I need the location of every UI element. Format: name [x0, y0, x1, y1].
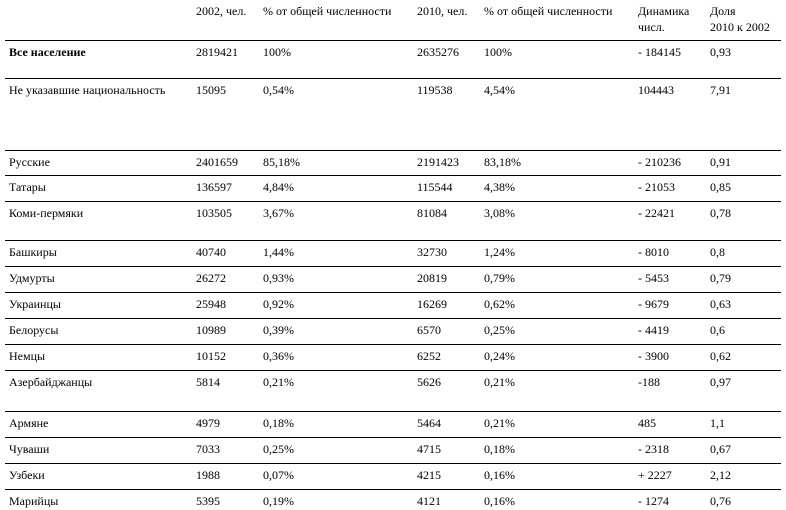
- population-2002: 2401659: [196, 155, 238, 169]
- ethnicity-name: Белорусы: [9, 323, 59, 337]
- ethnicity-name: Татары: [9, 180, 46, 194]
- share-2002: 0,25%: [263, 442, 294, 456]
- population-2002: 103505: [196, 206, 232, 220]
- population-change: - 184145: [638, 45, 681, 59]
- population-change: - 8010: [638, 245, 669, 259]
- ratio-2010-2002: 1,1: [710, 416, 725, 430]
- ethnicity-name: Украинцы: [9, 297, 61, 311]
- share-2002: 85,18%: [263, 155, 300, 169]
- ratio-2010-2002: 0,93: [710, 45, 731, 59]
- ethnicity-name: Все население: [9, 45, 86, 59]
- header-ratio-line1: Доля: [710, 4, 736, 18]
- population-change: - 4419: [638, 323, 669, 337]
- header-ratio: [710, 3, 770, 35]
- share-2010: 83,18%: [484, 155, 521, 169]
- population-2010: 4121: [417, 494, 441, 508]
- ratio-2010-2002: 0,85: [710, 180, 731, 194]
- ratio-2010-2002: 0,91: [710, 155, 731, 169]
- row-divider: [5, 437, 781, 438]
- population-2002: 10152: [196, 349, 226, 363]
- population-2010: 4215: [417, 468, 441, 482]
- header-2010: 2010, чел.: [417, 4, 468, 18]
- ethnicity-name: Не указавшие национальность: [9, 83, 166, 97]
- ethnicity-name: Башкиры: [9, 245, 57, 259]
- header-dynamics-line2: числ.: [638, 20, 665, 34]
- ratio-2010-2002: 0,8: [710, 245, 725, 259]
- share-2002: 0,18%: [263, 416, 294, 430]
- row-divider: [5, 175, 781, 176]
- population-2002: 40740: [196, 245, 226, 259]
- population-change: - 3900: [638, 349, 669, 363]
- ratio-2010-2002: 0,62: [710, 349, 731, 363]
- ethnicity-name: Марийцы: [9, 494, 59, 508]
- row-divider: [5, 150, 781, 151]
- population-2010: 4715: [417, 442, 441, 456]
- share-2002: 100%: [263, 45, 291, 59]
- share-2002: 1,44%: [263, 245, 294, 259]
- share-2002: 0,07%: [263, 468, 294, 482]
- header-2002: 2002, чел.: [196, 4, 247, 18]
- share-2010: 0,79%: [484, 271, 515, 285]
- population-2002: 10989: [196, 323, 226, 337]
- ethnicity-name: Коми-пермяки: [9, 206, 84, 220]
- share-2010: 0,62%: [484, 297, 515, 311]
- ratio-2010-2002: 7,91: [710, 83, 731, 97]
- population-2010: 6570: [417, 323, 441, 337]
- share-2010: 3,08%: [484, 206, 515, 220]
- population-change: - 210236: [638, 155, 681, 169]
- header-pct-2010: % от общей численности: [484, 4, 613, 18]
- row-divider: [5, 344, 781, 345]
- share-2010: 0,16%: [484, 494, 515, 508]
- population-change: 104443: [638, 83, 674, 97]
- population-2010: 16269: [417, 297, 447, 311]
- population-2010: 20819: [417, 271, 447, 285]
- share-2010: 4,54%: [484, 83, 515, 97]
- population-change: -188: [638, 375, 660, 389]
- ethnicity-name: Русские: [9, 155, 50, 169]
- population-2002: 5395: [196, 494, 220, 508]
- population-2010: 119538: [417, 83, 453, 97]
- population-2002: 26272: [196, 271, 226, 285]
- ratio-2010-2002: 0,6: [710, 323, 725, 337]
- population-2002: 136597: [196, 180, 232, 194]
- share-2002: 0,93%: [263, 271, 294, 285]
- row-divider: [5, 266, 781, 267]
- row-divider: [5, 201, 781, 202]
- row-divider: [5, 489, 781, 490]
- row-divider: [5, 78, 781, 79]
- header-dynamics: [638, 3, 689, 35]
- share-2010: 0,21%: [484, 416, 515, 430]
- table-header: [0, 0, 786, 40]
- population-change: + 2227: [638, 468, 672, 482]
- share-2002: 0,36%: [263, 349, 294, 363]
- row-divider: [5, 463, 781, 464]
- ratio-2010-2002: 0,76: [710, 494, 731, 508]
- population-2010: 5464: [417, 416, 441, 430]
- population-2002: 4979: [196, 416, 220, 430]
- row-divider: [5, 370, 781, 371]
- population-change: - 5453: [638, 271, 669, 285]
- population-2010: 81084: [417, 206, 447, 220]
- ethnicity-name: Азербайджанцы: [9, 375, 93, 389]
- ratio-2010-2002: 0,79: [710, 271, 731, 285]
- share-2010: 0,24%: [484, 349, 515, 363]
- ratio-2010-2002: 0,67: [710, 442, 731, 456]
- ethnicity-name: Удмурты: [9, 271, 55, 285]
- population-2002: 5814: [196, 375, 220, 389]
- population-change: - 1274: [638, 494, 669, 508]
- share-2010: 0,16%: [484, 468, 515, 482]
- share-2010: 100%: [484, 45, 512, 59]
- population-change: - 22421: [638, 206, 675, 220]
- population-2002: 15095: [196, 83, 226, 97]
- ethnicity-name: Узбеки: [9, 468, 45, 482]
- share-2010: 0,21%: [484, 375, 515, 389]
- share-2002: 0,92%: [263, 297, 294, 311]
- population-2010: 115544: [417, 180, 453, 194]
- population-2010: 2635276: [417, 45, 459, 59]
- ethnicity-name: Немцы: [9, 349, 46, 363]
- share-2002: 4,84%: [263, 180, 294, 194]
- ratio-2010-2002: 2,12: [710, 468, 731, 482]
- population-2002: 1988: [196, 468, 220, 482]
- ratio-2010-2002: 0,97: [710, 375, 731, 389]
- share-2010: 0,18%: [484, 442, 515, 456]
- population-change: - 9679: [638, 297, 669, 311]
- header-ratio-line2: 2010 к 2002: [710, 20, 770, 34]
- share-2010: 1,24%: [484, 245, 515, 259]
- row-divider: [5, 318, 781, 319]
- ethnicity-name: Чуваши: [9, 442, 50, 456]
- population-2010: 5626: [417, 375, 441, 389]
- share-2010: 0,25%: [484, 323, 515, 337]
- header-dynamics-line1: Динамика: [638, 4, 690, 18]
- share-2002: 0,19%: [263, 494, 294, 508]
- population-2010: 2191423: [417, 155, 459, 169]
- header-pct-2002: % от общей численности: [263, 4, 392, 18]
- share-2002: 0,39%: [263, 323, 294, 337]
- population-change: - 21053: [638, 180, 675, 194]
- ethnicity-name: Армяне: [9, 416, 49, 430]
- population-2002: 7033: [196, 442, 220, 456]
- population-change: - 2318: [638, 442, 669, 456]
- row-divider: [5, 411, 781, 412]
- row-divider: [5, 40, 781, 41]
- share-2002: 3,67%: [263, 206, 294, 220]
- population-2002: 2819421: [196, 45, 238, 59]
- share-2002: 0,21%: [263, 375, 294, 389]
- ratio-2010-2002: 0,78: [710, 206, 731, 220]
- population-2002: 25948: [196, 297, 226, 311]
- share-2002: 0,54%: [263, 83, 294, 97]
- population-change: 485: [638, 416, 656, 430]
- row-divider: [5, 292, 781, 293]
- row-divider: [5, 240, 781, 241]
- share-2010: 4,38%: [484, 180, 515, 194]
- ratio-2010-2002: 0,63: [710, 297, 731, 311]
- population-2010: 6252: [417, 349, 441, 363]
- population-2010: 32730: [417, 245, 447, 259]
